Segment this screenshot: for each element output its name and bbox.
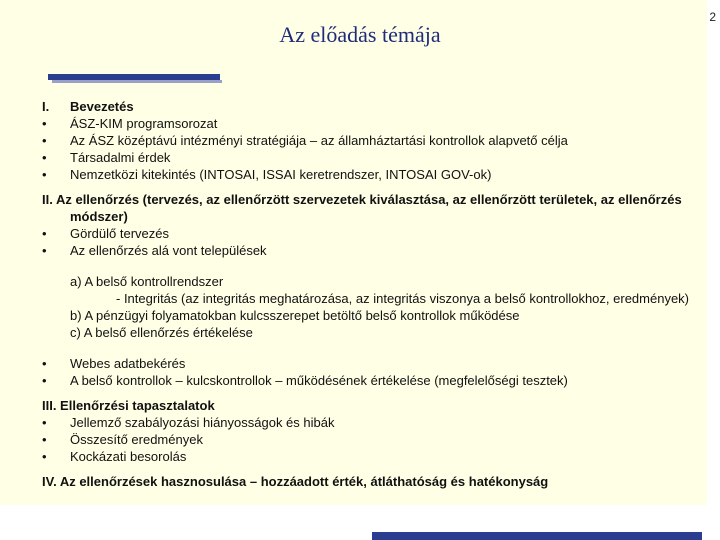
subsection-b: b) A pénzügyi folyamatokban kulcsszerepet betöltő belső kontrollok működése [70,308,520,323]
bullet-marker: • [42,167,47,182]
list-item [42,115,692,132]
bullet-marker: • [42,432,47,447]
subsection-a-detail: - Integritás (az integritás meghatározása, az integritás viszonya a belső kontrollokhoz, eredmények) [116,291,690,306]
list-item-text: Társadalmi érdek [70,150,171,165]
list-item [42,448,692,465]
section-4-heading: IV. Az ellenőrzések hasznosulása – hozzáadott érték, átláthatóság és hatékonyság [42,474,549,489]
list-item [42,242,692,259]
list-item [42,166,692,183]
title-underline-shadow [52,80,222,83]
bullet-marker: • [42,356,47,371]
section-1-heading [42,98,692,115]
list-item [42,225,692,242]
slide-title: Az előadás témája [279,22,441,47]
section-3-heading: III. Ellenőrzési tapasztalatok [42,398,215,413]
list-item-text: A belső kontrollok – kulcskontrollok – működésének értékelése (megfelelőségi tesztek) [70,373,568,388]
bullet-marker: • [42,150,47,165]
subsection-a: a) A belső kontrollrendszer [70,274,224,289]
footer-bar [372,532,702,540]
list-item [42,372,692,389]
section-1-title: Bevezetés [70,99,134,114]
page-number: 2 [709,10,716,24]
bullet-marker: • [42,226,47,241]
list-item-text: Az ellenőrzés alá vont települések [70,243,267,258]
list-item-text: Webes adatbekérés [70,356,186,371]
bullet-marker: • [42,373,47,388]
bullet-marker: • [42,133,47,148]
bullet-marker: • [42,243,47,258]
subsection-c: c) A belső ellenőrzés értékelése [70,325,253,340]
list-item-text: ÁSZ-KIM programsorozat [70,116,218,131]
section-2-heading: II. Az ellenőrzés (tervezés, az ellenőrzött szervezetek kiválasztása, az ellenőrzött területek, az ellenőrzés módszer) [42,192,682,224]
bullet-marker: • [42,415,47,430]
list-item [42,414,692,431]
list-item-text: Összesítő eredmények [70,432,203,447]
bullet-marker: • [42,449,47,464]
list-item [42,132,692,149]
list-item [42,355,692,372]
list-item-text: Jellemző szabályozási hiányosságok és hibák [70,415,335,430]
list-item-text: Gördülő tervezés [70,226,169,241]
bullet-marker: • [42,116,47,131]
section-1-marker: I. [42,99,50,114]
list-item-text: Nemzetközi kitekintés (INTOSAI, ISSAI keretrendszer, INTOSAI GOV-ok) [70,167,492,182]
slide-content [42,98,692,490]
list-item-text: Az ÁSZ középtávú intézményi stratégiája – az államháztartási kontrollok alapvető célja [70,133,568,148]
list-item-text: Kockázati besorolás [70,449,187,464]
list-item [42,431,692,448]
list-item [42,149,692,166]
